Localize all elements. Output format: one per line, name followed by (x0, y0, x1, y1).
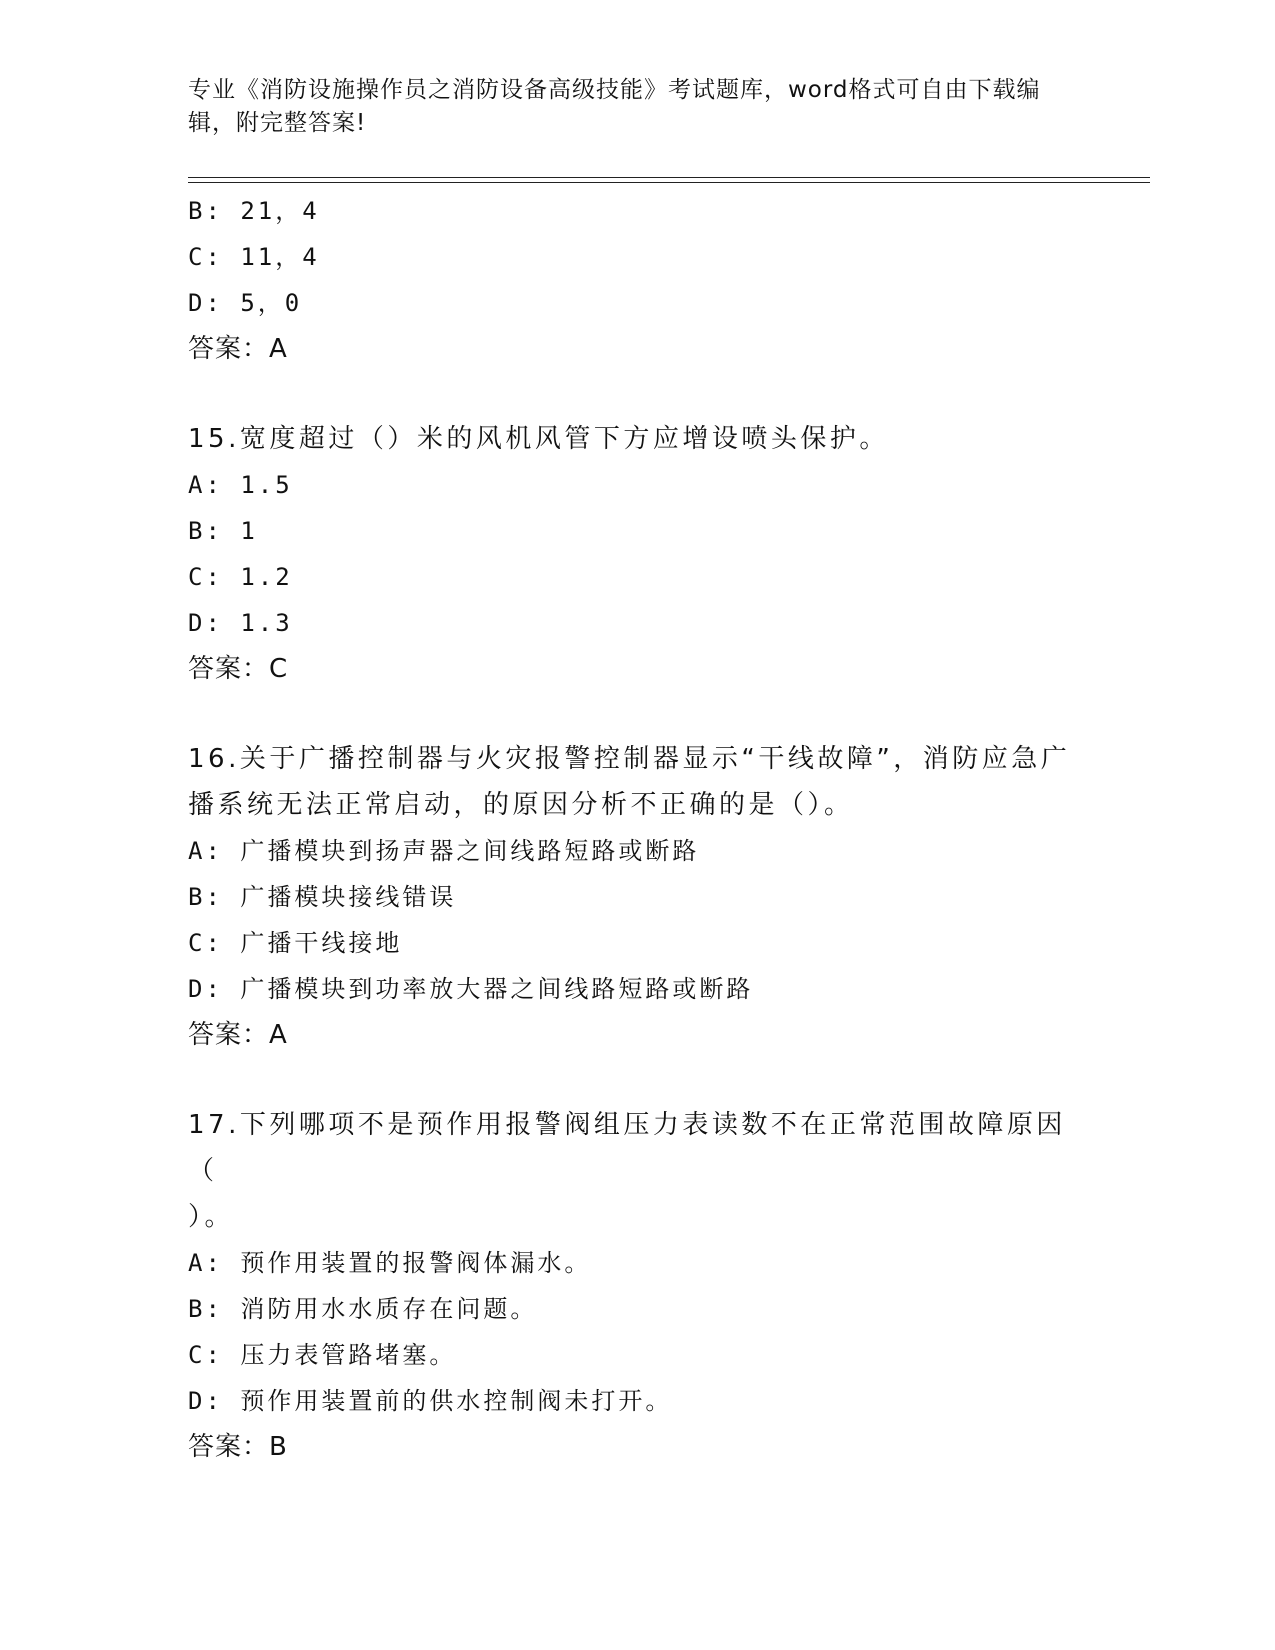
question-list (188, 188, 1088, 1470)
answer: 答案：B (188, 1432, 288, 1462)
question-text-line-1: 17.下列哪项不是预作用报警阀组压力表读数不在正常范围故障原因（ (188, 1110, 1066, 1186)
option-c: C: 压力表管路堵塞。 (188, 1341, 457, 1369)
question-text: 15.宽度超过（）米的风机风管下方应增设喷头保护。 (188, 424, 889, 454)
question-15 (188, 416, 1088, 692)
answer: 答案：A (188, 1020, 288, 1050)
question-text-line-2: 播系统无法正常启动，的原因分析不正确的是（）。 (188, 790, 854, 820)
option-c: C: 11，4 (188, 243, 320, 271)
option-a: A: 1.5 (188, 471, 293, 499)
question-text-line-1: 16.关于广播控制器与火灾报警控制器显示“干线故障”，消防应急广 (188, 744, 1071, 774)
option-d: D: 广播模块到功率放大器之间线路短路或断路 (188, 975, 754, 1003)
option-d: D: 1.3 (188, 609, 293, 637)
option-a: A: 预作用装置的报警阀体漏水。 (188, 1249, 592, 1277)
question-16 (188, 736, 1088, 1058)
document-header (188, 74, 1078, 140)
option-d: D: 5，0 (188, 289, 303, 317)
spacer (188, 1058, 1088, 1102)
spacer (188, 692, 1088, 736)
option-b: B: 21，4 (188, 197, 320, 225)
question-14-continuation (188, 188, 1088, 372)
option-b: B: 1 (188, 517, 258, 545)
header-rule-bottom (188, 182, 1150, 183)
answer: 答案：A (188, 334, 288, 364)
spacer (188, 372, 1088, 416)
option-c: C: 广播干线接地 (188, 929, 403, 957)
answer: 答案：C (188, 654, 289, 684)
option-b: B: 广播模块接线错误 (188, 883, 457, 911)
question-text-line-2: ）。 (188, 1202, 235, 1232)
question-17 (188, 1102, 1088, 1470)
option-b: B: 消防用水水质存在问题。 (188, 1295, 538, 1323)
option-d: D: 预作用装置前的供水控制阀未打开。 (188, 1387, 673, 1415)
option-a: A: 广播模块到扬声器之间线路短路或断路 (188, 837, 700, 865)
option-c: C: 1.2 (188, 563, 293, 591)
header-line-1: 专业《消防设施操作员之消防设备高级技能》考试题库，word格式可自由下载编 (188, 77, 1041, 103)
header-line-2: 辑，附完整答案! (188, 110, 367, 136)
header-rule-top (188, 177, 1150, 178)
